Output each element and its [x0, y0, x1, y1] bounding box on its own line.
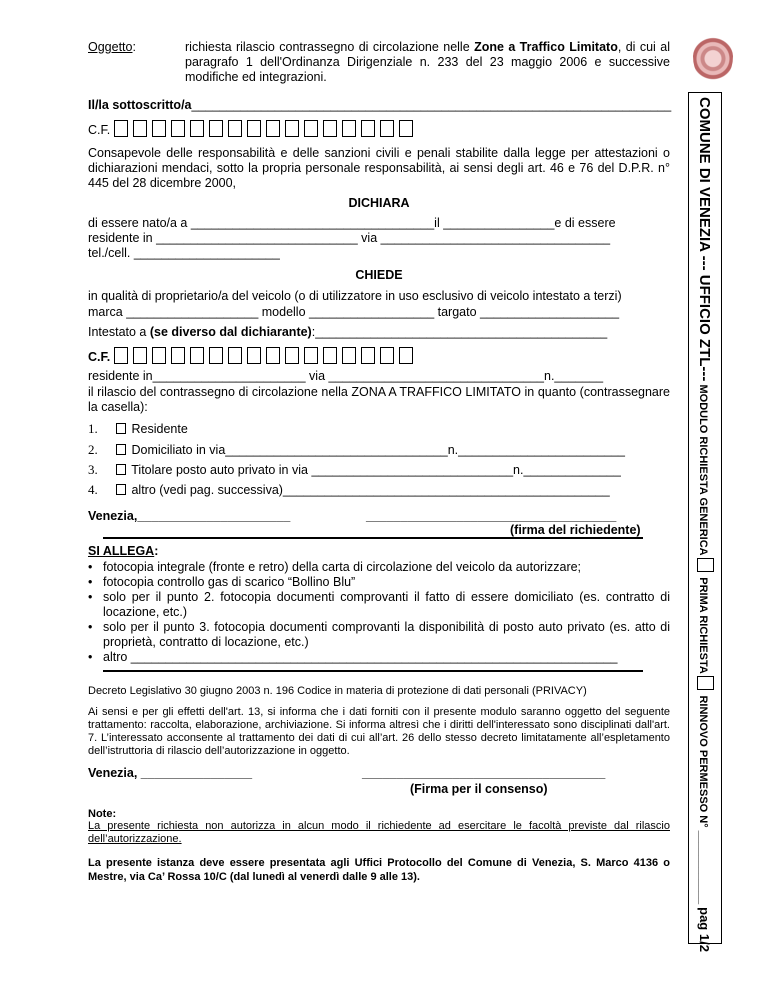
cf-char-box[interactable] — [380, 347, 394, 364]
codice-fiscale-1[interactable]: C.F. — [88, 120, 670, 137]
cf-char-box[interactable] — [209, 347, 223, 364]
checkbox[interactable] — [116, 464, 126, 475]
cf-char-box[interactable] — [209, 120, 223, 137]
sidebar-banner — [688, 92, 722, 952]
cf-char-box[interactable] — [171, 347, 185, 364]
cf-char-box[interactable] — [323, 120, 337, 137]
checkbox[interactable] — [116, 423, 126, 434]
cf-char-box[interactable] — [342, 347, 356, 364]
firma-richiedente-line[interactable]: ____________________________________ — [366, 509, 617, 523]
cf-char-box[interactable] — [228, 120, 242, 137]
divider — [103, 537, 643, 539]
cf-char-box[interactable] — [171, 120, 185, 137]
veicolo-fields[interactable]: marca ___________________ modello __________________ targato ____________________ — [88, 305, 620, 319]
footer-text: La presente istanza deve essere presentata agli Uffici Protocollo del Comune di Venezia, S. Marco 4136 o Mestre, via Ca’ Rossa 10/C (dal lunedì al venerdì dalle 9 alle 13). — [88, 857, 670, 883]
cf-char-box[interactable] — [114, 347, 128, 364]
coat-of-arms-seal — [693, 37, 733, 85]
oggetto-text: richiesta rilascio contrassegno di circolazione nelle Zone a Traffico Limitato, di cui al paragrafo 1 dell'Ordinanza Dirigenziale n. 233 del 23 maggio 2006 e successive modifiche ed integrazioni. — [185, 40, 670, 84]
cf-char-box[interactable] — [133, 347, 147, 364]
cf-char-box[interactable] — [304, 120, 318, 137]
cf-char-box[interactable] — [133, 120, 147, 137]
firma-richiedente-caption: (firma del richiedente) — [510, 523, 641, 537]
cf-char-box[interactable] — [361, 120, 375, 137]
cf-char-box[interactable] — [152, 120, 166, 137]
allega-item: • solo per il punto 2. fotocopia documenti comprovanti il fatto di essere domiciliato (es. contratto di locazione, etc.) — [88, 590, 670, 619]
allega-item-altro[interactable]: • altro ______________________________________________________________________ — [88, 650, 618, 664]
qualita-text: in qualità di proprietario/a del veicolo (o di utilizzatore in uso esclusivo di veicolo intestato a terzi) — [88, 289, 622, 303]
cf-char-box[interactable] — [380, 120, 394, 137]
sottoscritto-field[interactable]: Il/la sottoscritto/a_____________________________________________________________________ — [88, 98, 672, 112]
residente-field[interactable]: residente in _____________________________ via _________________________________ — [88, 231, 611, 245]
privacy-title: Decreto Legislativo 30 giugno 2003 n. 196 Codice in materia di protezione di dati personali (PRIVACY) — [88, 685, 587, 697]
allega-item: • solo per il punto 3. fotocopia documenti comprovanti la disponibilità di posto auto privato (es. atto di proprietà, contratto di locazione, etc.) — [88, 620, 670, 649]
cf-char-box[interactable] — [152, 347, 166, 364]
cf-char-box[interactable] — [304, 347, 318, 364]
option-posto-auto[interactable]: 3. Titolare posto auto privato in via _____________________________n.______________ — [88, 462, 621, 477]
residente-via-field[interactable]: residente in______________________ via _______________________________n._______ — [88, 369, 604, 383]
option-altro[interactable]: 4. altro (vedi pag. successiva)_______________________________________________ — [88, 482, 610, 497]
nato-field[interactable]: di essere nato/a a ___________________________________il ________________e di essere — [88, 216, 616, 230]
cf-char-box[interactable] — [114, 120, 128, 137]
allega-item: • fotocopia controllo gas di scarico “Bollino Blu” — [88, 575, 356, 589]
rilascio-text: il rilascio del contrassegno di circolazione nella ZONA A TRAFFICO LIMITATO in quanto (contrassegnare la casella): — [88, 385, 670, 414]
divider — [103, 670, 643, 672]
checkbox[interactable] — [116, 444, 126, 455]
cf-char-box[interactable] — [266, 120, 280, 137]
option-domiciliato[interactable]: 2. Domiciliato in via________________________________n.________________________ — [88, 442, 625, 457]
note-title: Note: — [88, 808, 117, 820]
cf-char-box[interactable] — [247, 347, 261, 364]
checkbox[interactable] — [116, 484, 126, 495]
rinnovo-checkbox[interactable] — [697, 676, 714, 690]
cf-char-box[interactable] — [247, 120, 261, 137]
note-text: La presente richiesta non autorizza in alcun modo il richiedente ad esercitare le facoltà previste dal rilascio dell’autorizzazione. — [88, 820, 670, 845]
venezia-date-field-2[interactable]: Venezia, ________________ — [88, 766, 253, 780]
tel-field[interactable]: tel./cell. _____________________ — [88, 246, 280, 260]
privacy-text: Ai sensi e per gli effetti dell'art. 13, si informa che i dati forniti con il presente modulo saranno oggetto del seguente trattamento: raccolta, elaborazione, archiviazione. Si informa altresì che i diritti dell'interessato sono disciplinati dall'art. 7. L’interessato acconsente al trattamento dei dati di cui all’art. 26 dello stesso decreto limitatamente all’espletamento dell’istruttoria di rilascio dell’autorizzazione in oggetto. — [88, 706, 670, 757]
option-residente[interactable]: 1. Residente — [88, 421, 188, 436]
cf-char-box[interactable] — [190, 347, 204, 364]
firma-consenso-line[interactable]: ___________________________________ — [362, 766, 606, 780]
intestato-field[interactable]: Intestato a (se diverso dal dichiarante):__________________________________________ — [88, 325, 608, 339]
sidebar-text: COMUNE DI VENEZIA --- UFFICIO ZTL--- MODULO RICHIESTA GENERICA PRIMA RICHIESTA RINNOVO PERMESSO N° ____________ pag 1/2 — [696, 97, 713, 952]
cf-char-box[interactable] — [285, 120, 299, 137]
firma-consenso-caption: (Firma per il consenso) — [410, 782, 548, 796]
venezia-date-field[interactable]: Venezia,______________________ — [88, 509, 291, 523]
si-allega-title: SI ALLEGA: — [88, 544, 159, 558]
cf-char-box[interactable] — [399, 120, 413, 137]
oggetto-label: Oggetto: — [88, 40, 136, 54]
chiede-title: CHIEDE — [355, 268, 403, 282]
allega-item: • fotocopia integrale (fronte e retro) della carta di circolazione del veicolo da autorizzare; — [88, 560, 582, 574]
cf-char-box[interactable] — [190, 120, 204, 137]
cf-char-box[interactable] — [228, 347, 242, 364]
prima-richiesta-checkbox[interactable] — [697, 558, 714, 572]
codice-fiscale-2[interactable]: C.F. — [88, 347, 670, 364]
cf-char-box[interactable] — [361, 347, 375, 364]
cf-char-box[interactable] — [285, 347, 299, 364]
dichiara-title: DICHIARA — [348, 196, 410, 210]
consapevole-text: Consapevole delle responsabilità e delle sanzioni civili e penali stabilite dalla legge per attestazioni o dichiarazioni mendaci, sotto la propria personale responsabilità, ai sensi degli art. 46 e 76 del D.P.R. n° 445 del 28 dicembre 2000, — [88, 146, 670, 190]
cf-char-box[interactable] — [323, 347, 337, 364]
cf-char-box[interactable] — [342, 120, 356, 137]
cf-char-box[interactable] — [266, 347, 280, 364]
cf-char-box[interactable] — [399, 347, 413, 364]
